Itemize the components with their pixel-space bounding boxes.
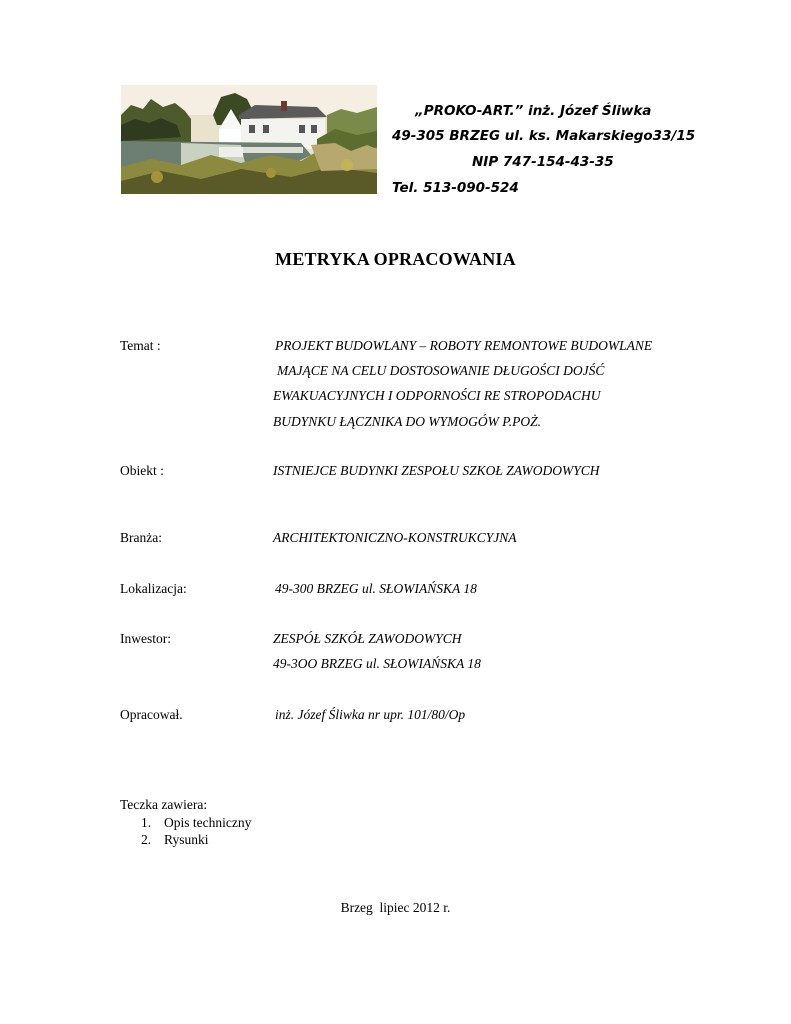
temat-line-1: PROJEKT BUDOWLANY – ROBOTY REMONTOWE BUDOWLANE — [275, 338, 653, 353]
temat-label: Temat : — [120, 338, 161, 353]
company-name: „PROKO-ART.” inż. Józef Śliwka — [415, 103, 652, 119]
inwestor-line-2: 49-3OO BRZEG ul. SŁOWIAŃSKA 18 — [273, 656, 481, 671]
branza-label: Branża: — [120, 530, 162, 545]
temat-line-4: BUDYNKU ŁĄCZNIKA DO WYMOGÓW P.POŻ. — [273, 414, 542, 429]
contents-item-2-number: 2. — [141, 832, 152, 847]
branza-value: ARCHITEKTONICZNO-KONSTRUKCYJNA — [273, 530, 517, 545]
lokalizacja-label: Lokalizacja: — [120, 581, 187, 596]
company-nip: NIP 747-154-43-35 — [472, 154, 614, 170]
inwestor-line-1: ZESPÓŁ SZKÓŁ ZAWODOWYCH — [273, 631, 462, 646]
opracowal-value: inż. Józef Śliwka nr upr. 101/80/Op — [275, 707, 466, 722]
opracowal-label: Opracował. — [120, 707, 183, 722]
company-address: 49-305 BRZEG ul. ks. Makarskiego33/15 — [392, 128, 696, 144]
contents-item-1-number: 1. — [141, 815, 152, 830]
temat-line-2: MAJĄCE NA CELU DOSTOSOWANIE DŁUGOŚCI DOJŚĆ — [277, 363, 605, 378]
obiekt-label: Obiekt : — [120, 463, 164, 478]
inwestor-label: Inwestor: — [120, 631, 171, 646]
company-phone: Tel. 513-090-524 — [392, 180, 519, 196]
place-and-date: Brzeg lipiec 2012 r. — [340, 900, 451, 915]
contents-item-2-text: Rysunki — [164, 832, 209, 847]
contents-item-1-text: Opis techniczny — [164, 815, 252, 830]
lokalizacja-value: 49-300 BRZEG ul. SŁOWIAŃSKA 18 — [275, 581, 477, 596]
temat-line-3: EWAKUACYJNYCH I ODPORNOŚCI RE STROPODACHU — [273, 388, 601, 403]
document-title: METRYKA OPRACOWANIA — [275, 249, 516, 269]
house-by-pond-logo — [121, 85, 377, 194]
obiekt-value: ISTNIEJCE BUDYNKI ZESPOŁU SZKOŁ ZAWODOWYCH — [273, 463, 600, 478]
contents-title: Teczka zawiera: — [120, 797, 208, 812]
